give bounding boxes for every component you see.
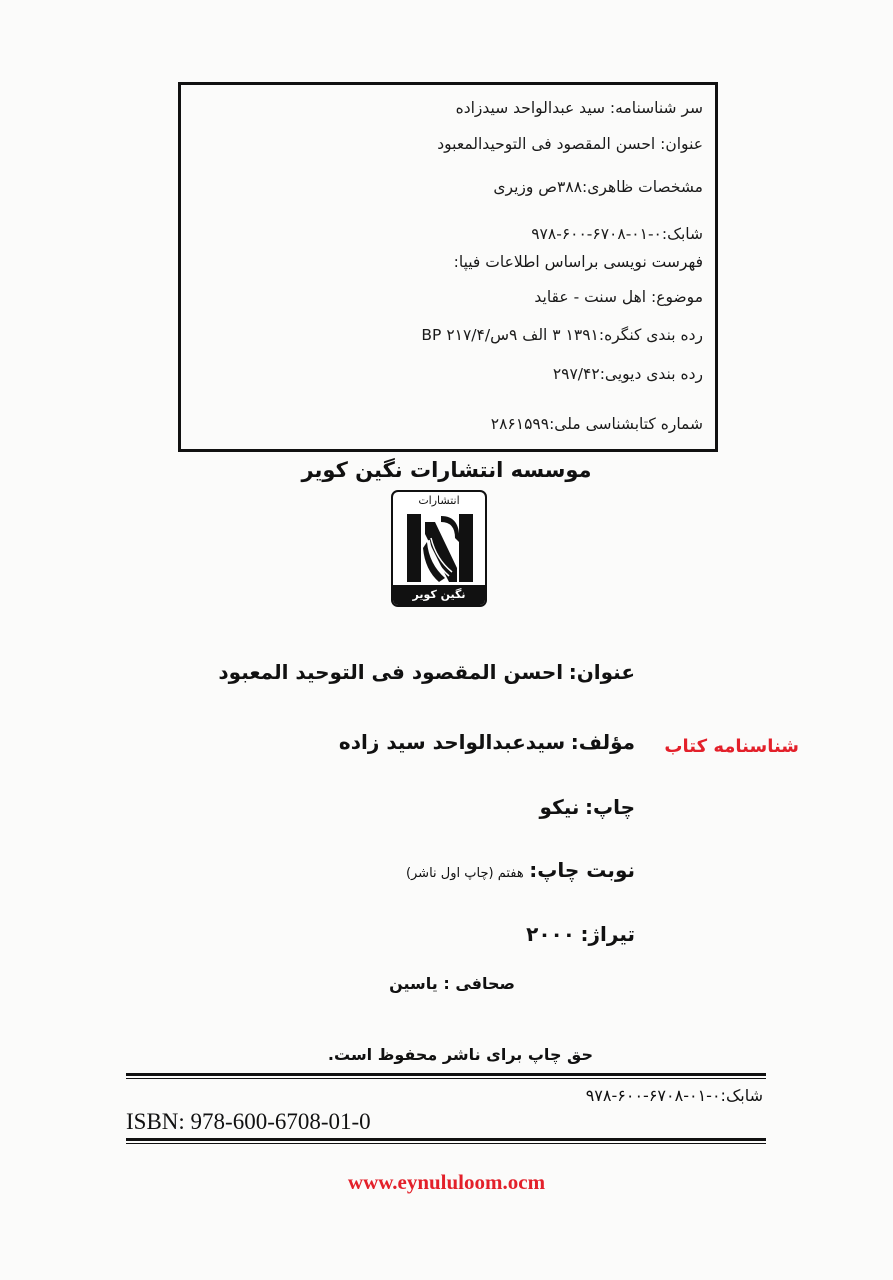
cip-line-dewey: رده بندی دیویی:۲۹۷/۴۲	[552, 365, 703, 383]
publisher-logo	[391, 490, 487, 607]
book-id-badge: شناسنامه کتاب	[664, 736, 799, 757]
cip-line-lc: رده بندی کنگره:۱۳۹۱ ۳ الف ۹س/۲۱۷/۴ BP	[421, 326, 703, 344]
cip-line-heading: سر شناسنامه: سید عبدالواحد سیدزاده	[455, 99, 703, 117]
isbn-english: ISBN: 978-600-6708-01-0	[126, 1109, 371, 1134]
book-edition-value: هفتم (چاپ اول ناشر)	[405, 866, 524, 881]
book-title-label: عنوان:	[568, 660, 635, 684]
book-run-row	[526, 922, 635, 946]
book-print-value: نیکو	[539, 795, 580, 819]
book-edition-row	[406, 858, 635, 882]
cip-line-subject: موضوع: اهل سنت - عقاید	[534, 288, 703, 306]
cip-line-national: شماره کتابشناسی ملی:۲۸۶۱۵۹۹	[490, 415, 703, 433]
book-author-value: سیدعبدالواحد سید زاده	[338, 730, 566, 754]
website-link[interactable]: www.eynululoom.ocm	[347, 1170, 546, 1194]
divider-bottom	[126, 1138, 766, 1141]
cip-line-physical: مشخصات ظاهری:۳۸۸ص وزیری	[493, 178, 703, 196]
book-layout-value: یاسین	[389, 974, 438, 993]
logo-mark-icon	[405, 512, 475, 584]
logo-bottom-text: نگین کویر	[393, 585, 485, 605]
cip-line-isbn: شابک:۰-۰۱-۶۷۰۸-۶۰۰-۹۷۸	[531, 225, 703, 243]
book-title-row	[218, 660, 635, 684]
book-layout-row	[389, 974, 515, 993]
book-run-value: ۲۰۰۰	[526, 922, 575, 946]
book-edition-label: نوبت چاپ:	[529, 858, 635, 882]
book-layout-label: صحافی :	[443, 974, 515, 993]
divider-top-thin	[126, 1078, 766, 1079]
publisher-name: موسسه انتشارات نگین کویر	[301, 458, 592, 482]
cip-line-fipa: فهرست نویسی براساس اطلاعات فیپا:	[453, 253, 703, 271]
book-print-label: چاپ:	[584, 795, 635, 819]
book-print-row	[540, 795, 635, 819]
divider-top	[126, 1073, 766, 1076]
divider-bottom-thin	[126, 1143, 766, 1144]
book-author-row	[339, 730, 635, 754]
book-author-label: مؤلف:	[570, 730, 635, 754]
cip-line-title: عنوان: احسن المقصود فی التوحیدالمعبود	[437, 135, 703, 153]
logo-top-text: انتشارات	[418, 494, 460, 507]
isbn-persian: شابک:۰-۰۱-۶۷۰۸-۶۰۰-۹۷۸	[585, 1086, 763, 1105]
copyright-notice: حق چاپ برای ناشر محفوظ است.	[327, 1045, 593, 1064]
book-title-value: احسن المقصود فی التوحید المعبود	[218, 660, 564, 684]
book-run-label: تیراژ:	[580, 922, 635, 946]
cip-box	[178, 82, 718, 452]
